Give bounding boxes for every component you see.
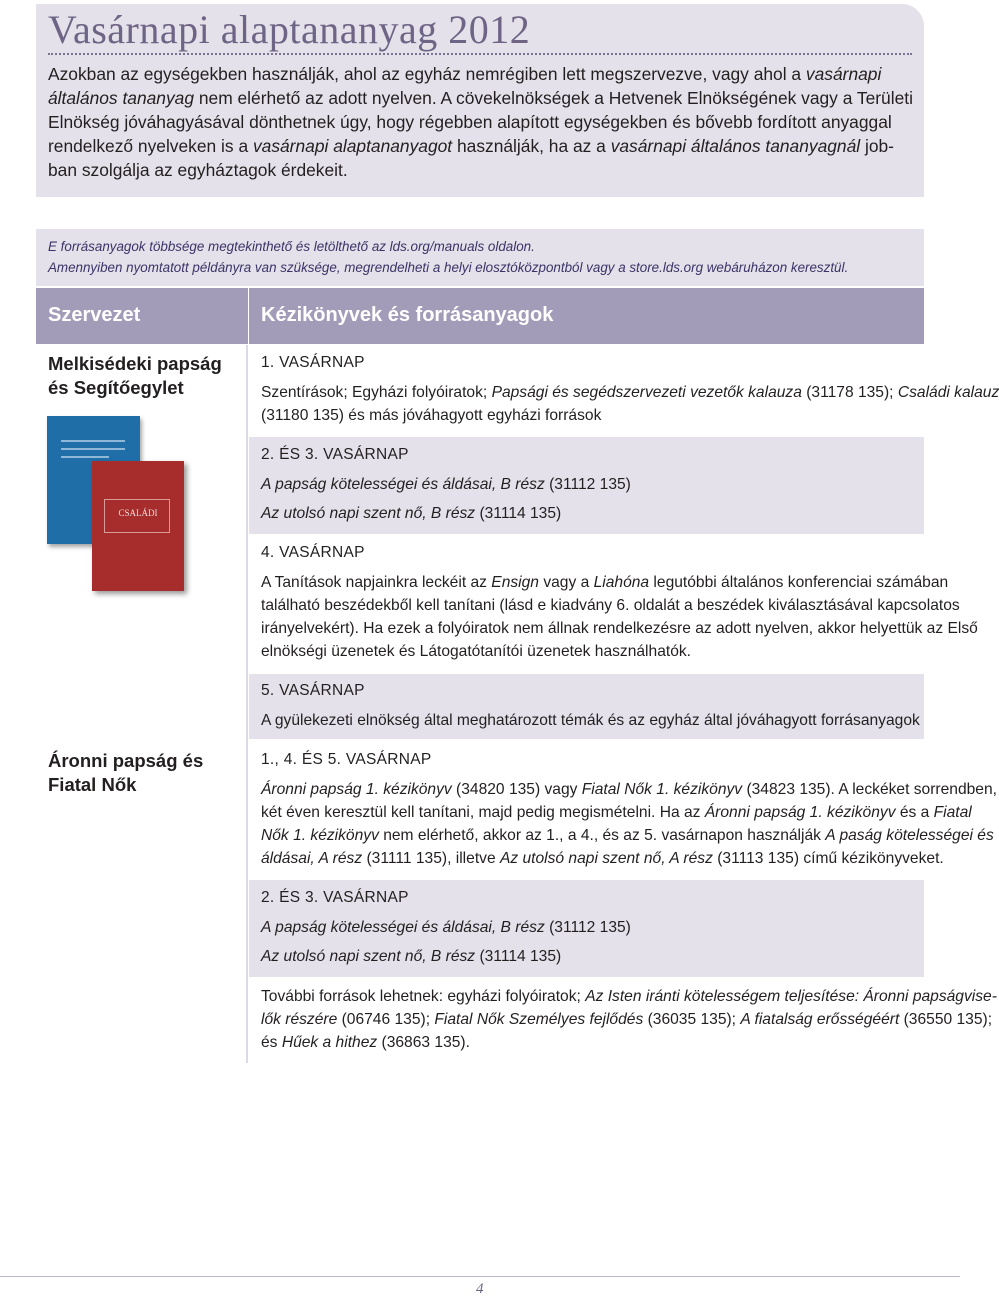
text-run: (31114 135) [475,948,562,965]
italic-title-text: Ensign [491,574,539,591]
text-run: Szentírások; Egyházi folyóiratok; [261,384,492,401]
resource-line [261,710,920,732]
text-run: nem elérhető, akkor az 1., a 4., és az 5. vasárnapon használják [378,827,826,844]
text-run: job- [860,136,894,156]
resource-line [261,848,944,870]
page-title: Vasárnapi alaptananyag 2012 [48,7,531,52]
text-run: (31113 135) című kézikönyveket. [712,850,944,867]
text-run: Azokban az egységekben használják, ahol az egyház nemrégiben lett megszervezve, vagy ahol a [48,64,806,84]
text-run: vagy a [538,574,594,591]
text-run: (31180 135) és más jóváhagyott egyházi források [261,407,602,424]
resource-line [261,917,631,939]
text-run: (31111 135), illetve [362,850,500,867]
intro-line [48,62,916,86]
text-run: legutóbbi általános konferenciai számában [649,574,949,591]
italic-title-text: Hűek a hithez [281,1034,378,1051]
text-run: (31178 135); [801,384,898,401]
text-run: és a [895,804,934,821]
title-divider [48,53,912,55]
sunday-heading: 1. VASÁRNAP [261,354,365,371]
italic-title-text: Áronni papság 1. kézikönyv [704,804,896,821]
resource-line [261,618,978,640]
italic-title-text: Családi kalauz [897,384,999,401]
italic-title-text: Áronni papság 1. kézikönyv [261,781,452,798]
intro-line [48,110,916,134]
text-run: (36863 135). [377,1034,470,1051]
italic-title-text: Az utolsó napi szent nő, A rész [499,850,713,867]
text-run: (06746 135); [337,1011,435,1028]
text-run: (34820 135) vagy [451,781,582,798]
text-run: használják, ha az a [452,136,611,156]
italic-title-text: lők részére [261,1011,338,1028]
italic-title-text: általános tananyag [48,88,195,108]
cover-title-line [61,440,125,442]
intro-paragraph [48,62,916,182]
cover-title-line [61,448,125,450]
resource-line [261,503,561,525]
italic-title-text: vasárnapi általános tananyagnál [610,136,861,156]
text-run: (31112 135) [544,919,631,936]
sources-line-print: Amennyiben nyomtatott példányra van szüksége, megrendelheti a helyi elosztóközpontból vagy a store.lds.org webáruházon keresztül. [48,260,849,275]
italic-title-text: Fiatal [933,804,972,821]
text-run: rendelkező nyelveken is a [48,136,253,156]
resource-line [261,595,960,617]
sources-note-box [36,229,924,286]
resource-line [261,946,561,968]
family-guidebook-cover-image [92,461,184,591]
italic-title-text: Liahóna [593,574,650,591]
footer-rule [0,1276,960,1277]
italic-title-text: A fiatalság erősségéért [740,1011,900,1028]
org-melchizedek-line2: és Segítőegylet [48,377,184,398]
italic-title-text: A paság kötelességei és [825,827,994,844]
intro-line [48,158,916,182]
italic-title-text: A papság kötelességei és áldásai, B rész [261,476,545,493]
italic-title-text: Fiatal Nők 1. kézikönyv [581,781,743,798]
sunday-heading: 2. ÉS 3. VASÁRNAP [261,446,409,463]
italic-title-text: Az utolsó napi szent nő, B rész [261,948,476,965]
text-run: található beszédekből kell tanítani (lásd e kiadvány 6. oldalát a beszédek kiválasztásával kapcsolatos [261,597,960,614]
italic-title-text: A papság kötelességei és áldásai, B rész [261,919,545,936]
text-run: (36035 135); [643,1011,741,1028]
resource-line [261,641,691,663]
org-melchizedek-line1: Melkisédeki papság [48,353,222,374]
resource-line [261,825,994,847]
text-run: Elnökség jóváhagyásával dönthetnek úgy, hogy régebben alapított egységekben és bővebb fordított anyaggal [48,112,892,132]
sunday-heading: 1., 4. ÉS 5. VASÁRNAP [261,751,432,768]
text-run: (36550 135); [899,1011,993,1028]
header-resources-label: Kézikönyvek és forrásanyagok [261,304,554,326]
text-run: nem elérhető az adott nyelven. A cövekelnökségek a Hetvenek Elnökségének vagy a Területi [194,88,913,108]
cover-label: CSALÁDI [118,508,158,518]
intro-line [48,134,916,158]
cover-title-line [61,456,109,458]
org-aaronic-line2: Fiatal Nők [48,774,137,795]
resource-line [261,382,999,404]
resource-line [261,572,948,594]
italic-title-text: vasárnapi [805,64,882,84]
italic-title-text: Nők 1. kézikönyv [261,827,379,844]
text-run: elnökségi üzenetek és Látogatótanítói üzenetek használhatók. [261,643,692,660]
resource-line [261,1032,470,1054]
italic-title-text: Fiatal Nők Személyes fejlődés [434,1011,644,1028]
text-run: (31114 135) [475,505,562,522]
text-run: (31112 135) [544,476,631,493]
text-run: ban szolgálja az egyháztagok érdekeit. [48,160,348,180]
intro-line [48,86,916,110]
text-run: és [261,1034,282,1051]
sources-line-online: E forrásanyagok többsége megtekinthető és letölthető az lds.org/manuals oldalon. [48,239,535,254]
text-run: További források lehetnek: egyházi folyóiratok; [261,988,586,1005]
text-run: A Tanítások napjainkra leckéit az [261,574,492,591]
italic-title-text: Papsági és segédszervezeti vezetők kalauza [491,384,802,401]
text-run: két éven keresztül kell tanítani, majd pedig megismételni. Ha az [261,804,705,821]
resource-line [261,1009,992,1031]
italic-title-text: vasárnapi alaptananyagot [252,136,453,156]
text-run: A gyülekezeti elnökség által meghatározott témák és az egyház által jóváhagyott forrásanyagok [261,712,920,729]
italic-title-text: Az Isten iránti kötelességem teljesítése: Áronni papságvise- [585,988,997,1005]
text-run: irányelvekért). Ha ezek a folyóiratok nem állnak rendelkezésre az adott nyelven, akkor helyettük az Első [261,620,978,637]
resource-line [261,986,997,1008]
header-organization-label: Szervezet [48,304,141,326]
resource-line [261,474,631,496]
text-run: (34823 135). A leckéket sorrendben, [742,781,997,798]
sunday-heading: 2. ÉS 3. VASÁRNAP [261,889,409,906]
org-aaronic-line1: Áronni papság és [48,750,204,771]
page-number: 4 [476,1281,484,1297]
sunday-heading: 5. VASÁRNAP [261,682,365,699]
italic-title-text: áldásai, A rész [261,850,363,867]
sunday-heading: 4. VASÁRNAP [261,544,365,561]
resource-line [261,405,601,427]
italic-title-text: Az utolsó napi szent nő, B rész [261,505,476,522]
resource-line [261,779,997,801]
resource-line [261,802,972,824]
